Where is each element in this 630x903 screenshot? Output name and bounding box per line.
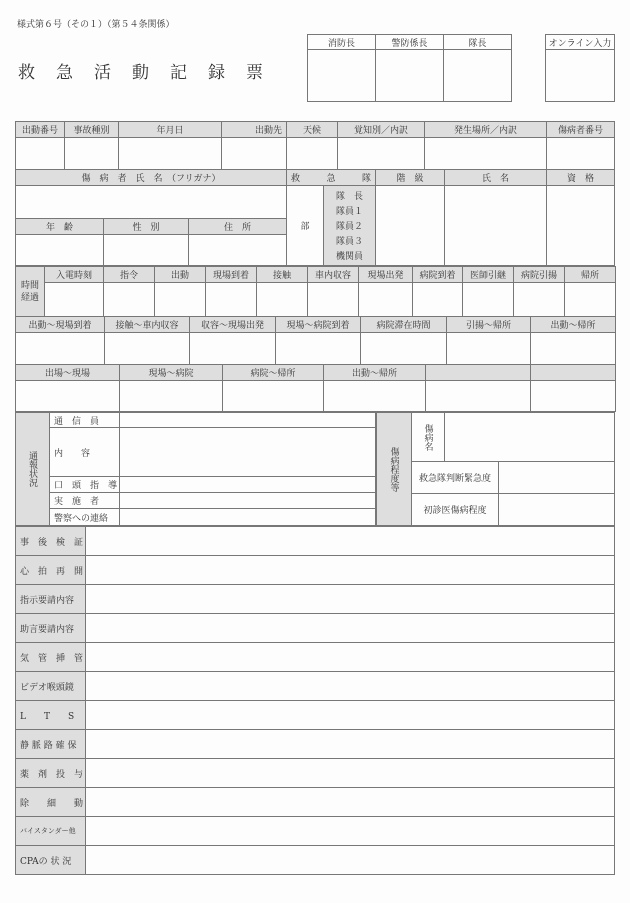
- row-label: 事 後 検 証: [15, 526, 86, 556]
- time-field[interactable]: [513, 282, 565, 317]
- title-char: 記: [170, 63, 187, 83]
- header-location: 発生場所／内訳: [424, 121, 547, 138]
- interval2-header: 病院～帰所: [222, 364, 324, 381]
- patient-number-field[interactable]: [546, 137, 615, 170]
- interval-header: 病院滞在時間: [360, 316, 447, 333]
- header-date: 年月日: [118, 121, 222, 138]
- time-field[interactable]: [358, 282, 413, 317]
- time-header: 接触: [256, 266, 308, 283]
- approval-header-chief: 消防長: [307, 34, 376, 50]
- time-field[interactable]: [307, 282, 359, 317]
- time-field[interactable]: [412, 282, 463, 317]
- interval-field[interactable]: [275, 332, 361, 365]
- crew-role: 隊員１: [335, 207, 363, 217]
- header-qualification: 資 格: [546, 169, 615, 186]
- title-char: 録: [208, 63, 225, 83]
- header-age: 年 齢: [15, 218, 104, 235]
- form-number: 様式第６号（その１）（第５４条関係）: [17, 20, 175, 30]
- row-field[interactable]: [85, 526, 615, 556]
- row-label: 薬 剤 投 与: [15, 758, 86, 788]
- report-verbal-guidance-label: 口 頭 指 導: [49, 476, 120, 493]
- report-status-label: 通報状況: [15, 412, 50, 526]
- row-field[interactable]: [85, 613, 615, 643]
- crew-role: 機関員: [335, 252, 363, 262]
- row-label: 静 脈 路 確 保: [15, 729, 86, 759]
- title-char: 急: [56, 63, 73, 83]
- row-field[interactable]: [85, 816, 615, 846]
- interval2-header: [530, 364, 616, 381]
- row-field[interactable]: [85, 671, 615, 701]
- time-field[interactable]: [205, 282, 257, 317]
- interval-header: 接触～車内収容: [104, 316, 190, 333]
- report-performer-field[interactable]: [119, 492, 376, 509]
- row-label: 除 細 動: [15, 787, 86, 817]
- injury-name-field[interactable]: [444, 412, 615, 462]
- time-header: 指令: [103, 266, 155, 283]
- row-field[interactable]: [85, 642, 615, 672]
- header-destination: 出動先: [221, 121, 287, 138]
- header-sex: 性 別: [103, 218, 189, 235]
- time-field[interactable]: [256, 282, 308, 317]
- page-title: [18, 58, 284, 83]
- dispatch-number-field[interactable]: [15, 137, 65, 170]
- crew-qualification-field[interactable]: [546, 185, 615, 266]
- header-awareness: 覚知別／内訳: [337, 121, 425, 138]
- interval2-field[interactable]: [425, 380, 531, 412]
- row-field[interactable]: [85, 787, 615, 817]
- header-ambulance-team: 救 急 隊: [286, 169, 376, 186]
- online-input-box[interactable]: [545, 49, 615, 102]
- approval-stamp-chief[interactable]: [307, 49, 376, 102]
- interval-header: 現場～病院到着: [275, 316, 361, 333]
- approval-header-captain: 隊長: [443, 34, 512, 50]
- header-rank: 階 級: [375, 169, 445, 186]
- report-content-field[interactable]: [119, 427, 376, 477]
- row-label: 指示要請内容: [15, 584, 86, 614]
- interval-field[interactable]: [530, 332, 616, 365]
- row-field[interactable]: [85, 584, 615, 614]
- row-label: 心 拍 再 開: [15, 555, 86, 585]
- doctor-severity-field[interactable]: [498, 493, 615, 526]
- interval-header: 出動～現場到着: [15, 316, 105, 333]
- accident-type-field[interactable]: [64, 137, 119, 170]
- interval2-field[interactable]: [222, 380, 324, 412]
- title-char: 票: [246, 63, 263, 83]
- time-field[interactable]: [462, 282, 514, 317]
- approval-header-section: 警防係長: [375, 34, 444, 50]
- report-operator-field[interactable]: [119, 412, 376, 428]
- interval-header: 引揚～帰所: [446, 316, 531, 333]
- destination-field[interactable]: [221, 137, 287, 170]
- awareness-field[interactable]: [337, 137, 425, 170]
- time-header: 帰所: [564, 266, 616, 283]
- approval-stamp-captain[interactable]: [443, 49, 512, 102]
- header-accident-type: 事故種別: [64, 121, 119, 138]
- interval2-header: [425, 364, 531, 381]
- sex-field[interactable]: [103, 234, 189, 266]
- title-char: 活: [94, 63, 111, 83]
- report-performer-label: 実 施 者: [49, 492, 120, 509]
- interval2-field[interactable]: [15, 380, 120, 412]
- report-operator-label: 通 信 員: [49, 412, 120, 428]
- row-label: バイスタンダー他: [15, 816, 86, 846]
- interval2-header: 現場～病院: [119, 364, 223, 381]
- crew-rank-field[interactable]: [375, 185, 445, 266]
- interval2-field[interactable]: [530, 380, 616, 412]
- row-label: ビデオ喉頭鏡: [15, 671, 86, 701]
- doctor-severity-label: 初診医傷病程度: [411, 493, 499, 526]
- patient-name-field[interactable]: [15, 185, 287, 219]
- header-patient-number: 傷病者番号: [546, 121, 615, 138]
- header-dispatch-number: 出動番号: [15, 121, 65, 138]
- header-patient-name: 傷 病 者 氏 名 （フリガナ）: [15, 169, 287, 186]
- report-verbal-guidance-field[interactable]: [119, 476, 376, 493]
- title-char: 救: [18, 63, 35, 83]
- row-field[interactable]: [85, 845, 615, 875]
- time-header: 出動: [154, 266, 206, 283]
- interval2-header: 出場～現場: [15, 364, 120, 381]
- row-label: L T S: [15, 700, 86, 730]
- time-field[interactable]: [44, 282, 104, 317]
- header-crew-name: 氏 名: [444, 169, 547, 186]
- row-label: 助言要請内容: [15, 613, 86, 643]
- online-input-header: オンライン入力: [545, 34, 615, 50]
- age-field[interactable]: [15, 234, 104, 266]
- weather-field[interactable]: [286, 137, 338, 170]
- time-header: 病院引揚: [513, 266, 565, 283]
- time-field[interactable]: [154, 282, 206, 317]
- time-header: 車内収容: [307, 266, 359, 283]
- report-police-label: 警察への連絡: [49, 508, 120, 526]
- time-field[interactable]: [564, 282, 616, 317]
- row-label: CPAの 状 況: [15, 845, 86, 875]
- urgency-field[interactable]: [498, 461, 615, 494]
- crew-role: 隊員２: [335, 222, 363, 232]
- row-field[interactable]: [85, 729, 615, 759]
- approval-stamp-section[interactable]: [375, 49, 444, 102]
- crew-side-label: 部: [286, 185, 324, 266]
- interval2-header: 出動～帰所: [323, 364, 426, 381]
- address-field[interactable]: [188, 234, 287, 266]
- time-header: 現場到着: [205, 266, 257, 283]
- urgency-label: 救急隊判断緊急度: [411, 461, 499, 494]
- header-address: 住 所: [188, 218, 287, 235]
- time-course-label: 時間経過: [15, 266, 45, 317]
- crew-roles: [323, 185, 376, 266]
- location-field[interactable]: [424, 137, 547, 170]
- report-police-field[interactable]: [119, 508, 376, 526]
- time-field[interactable]: [103, 282, 155, 317]
- time-header: 医師引継: [462, 266, 514, 283]
- interval-header: 出動～帰所: [530, 316, 616, 333]
- row-field[interactable]: [85, 700, 615, 730]
- row-label: 気 管 挿 管: [15, 642, 86, 672]
- interval-field[interactable]: [189, 332, 276, 365]
- header-weather: 天候: [286, 121, 338, 138]
- interval-field[interactable]: [15, 332, 105, 365]
- interval2-field[interactable]: [119, 380, 223, 412]
- row-field[interactable]: [85, 555, 615, 585]
- time-header: 病院到着: [412, 266, 463, 283]
- row-field[interactable]: [85, 758, 615, 788]
- title-char: 動: [132, 63, 149, 83]
- crew-name-field[interactable]: [444, 185, 547, 266]
- injury-name-label: 傷病名: [411, 412, 445, 462]
- interval-field[interactable]: [446, 332, 531, 365]
- interval-header: 収容～現場出発: [189, 316, 276, 333]
- report-content-label: 内 容: [49, 427, 120, 477]
- interval2-field[interactable]: [323, 380, 426, 412]
- crew-role: 隊 長: [335, 192, 363, 202]
- crew-role: 隊員３: [335, 237, 363, 247]
- date-field[interactable]: [118, 137, 222, 170]
- time-header: 現場出発: [358, 266, 413, 283]
- time-header: 入電時刻: [44, 266, 104, 283]
- interval-field[interactable]: [360, 332, 447, 365]
- injury-severity-label: 傷病程度等: [376, 412, 412, 526]
- interval-field[interactable]: [104, 332, 190, 365]
